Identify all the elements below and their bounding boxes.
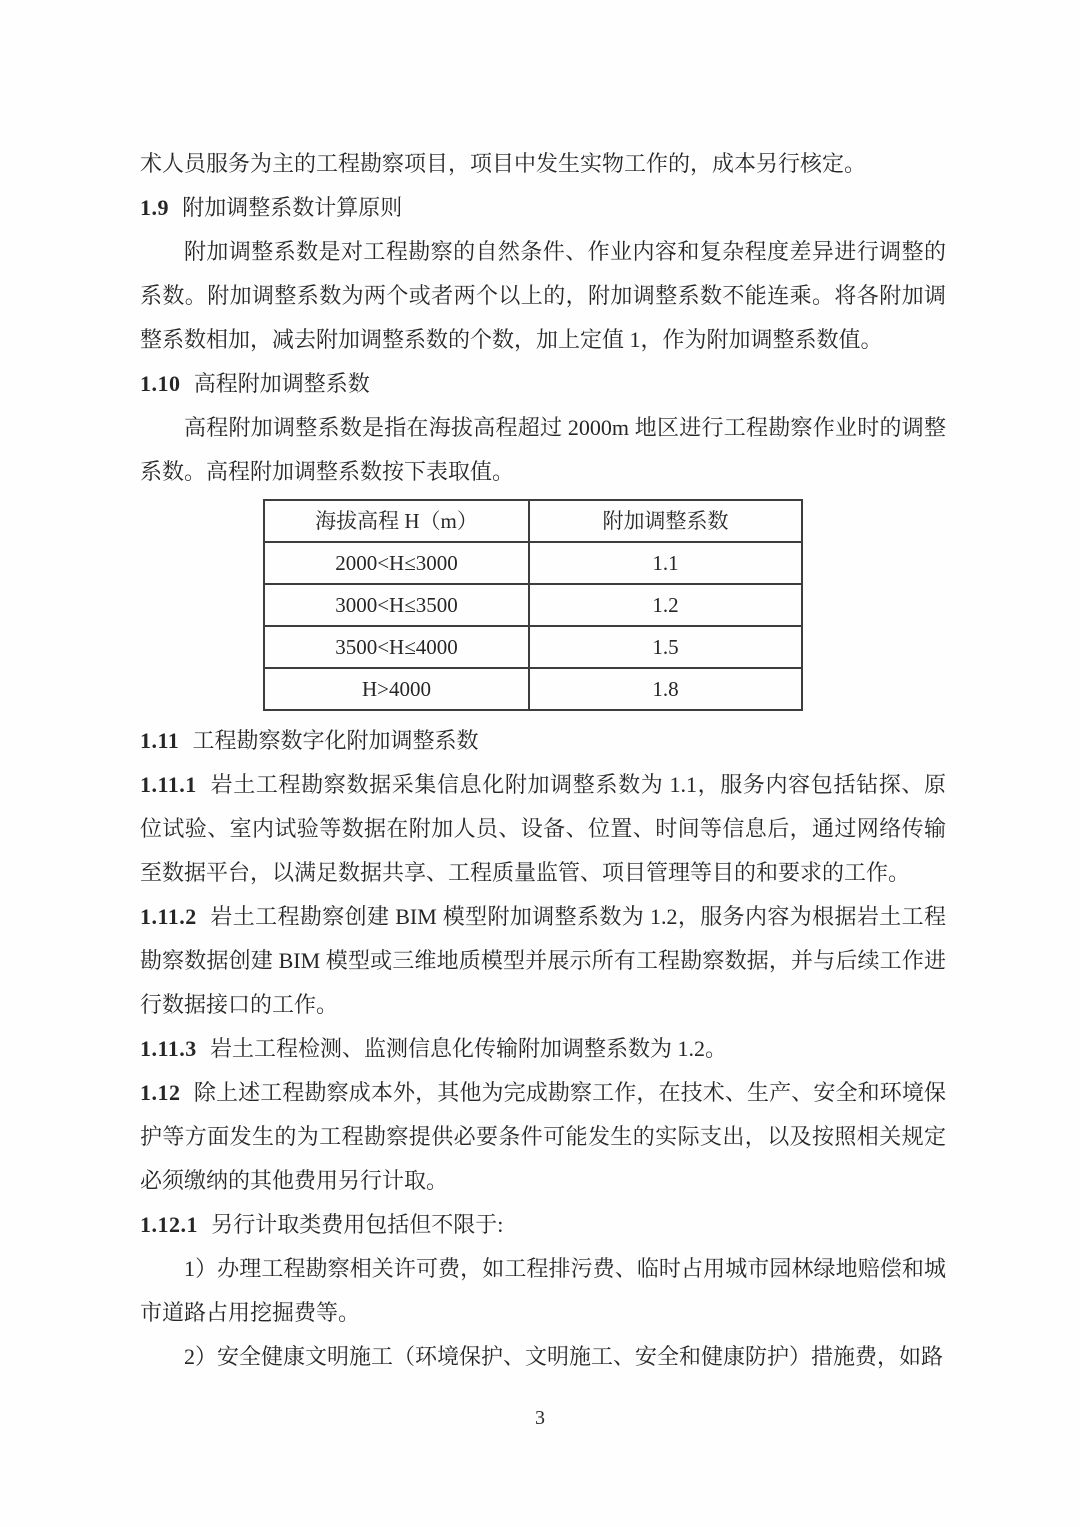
table-header-row — [264, 500, 802, 542]
table-cell-factor: 1.5 — [529, 626, 802, 668]
table-header-coefficient: 附加调整系数 — [529, 500, 802, 542]
paragraph-1-10-body: 高程附加调整系数是指在海拔高程超过 2000m 地区进行工程勘察作业时的调整系数。高程附加调整系数按下表取值。 — [140, 415, 946, 484]
lead-paragraph: 术人员服务为主的工程勘察项目，项目中发生实物工作的，成本另行核定。 — [140, 151, 867, 176]
clause-1-12-text: 除上述工程勘察成本外，其他为完成勘察工作，在技术、生产、安全和环境保护等方面发生的为工程勘察提供必要条件可能发生的实际支出，以及按照相关规定必须缴纳的其他费用另行计取。 — [140, 1080, 946, 1193]
clause-1-11-3-number: 1.11.3 — [140, 1036, 197, 1061]
heading-1-10 — [140, 362, 946, 406]
table-cell-range: 2000<H≤3000 — [264, 542, 529, 584]
table-cell-range: 3000<H≤3500 — [264, 584, 529, 626]
page-footer — [0, 1406, 1080, 1430]
table-row — [264, 626, 802, 668]
table-cell-factor: 1.2 — [529, 584, 802, 626]
clause-1-11-3-text: 岩土工程检测、监测信息化传输附加调整系数为 1.2。 — [209, 1036, 727, 1061]
clause-1-11-3 — [140, 1027, 946, 1071]
elevation-coefficient-table — [263, 499, 803, 711]
heading-1-10-number: 1.10 — [140, 371, 181, 396]
heading-1-11 — [140, 719, 946, 763]
table-header-elevation: 海拔高程 H（m） — [264, 500, 529, 542]
heading-1-11-number: 1.11 — [140, 728, 180, 753]
clause-1-12-1-text: 另行计取类费用包括但不限于: — [211, 1212, 504, 1237]
clause-1-11-1-number: 1.11.1 — [140, 772, 197, 797]
heading-1-9-title: 附加调整系数计算原则 — [182, 195, 403, 220]
table-row — [264, 584, 802, 626]
table-cell-factor: 1.1 — [529, 542, 802, 584]
heading-1-11-title: 工程勘察数字化附加调整系数 — [192, 728, 479, 753]
clause-1-11-2 — [140, 895, 946, 1027]
clause-1-11-2-text: 岩土工程勘察创建 BIM 模型附加调整系数为 1.2，服务内容为根据岩土工程勘察数据创建 BIM 模型或三维地质模型并展示所有工程勘察数据，并与后续工作进行数据接口的工作。 — [140, 904, 946, 1017]
table-row — [264, 542, 802, 584]
clause-1-11-2-number: 1.11.2 — [140, 904, 197, 929]
clause-1-12 — [140, 1071, 946, 1203]
clause-1-12-1-number: 1.12.1 — [140, 1212, 198, 1237]
table-row — [264, 668, 802, 710]
table-cell-range: 3500<H≤4000 — [264, 626, 529, 668]
table-cell-range: H>4000 — [264, 668, 529, 710]
page-number: 3 — [535, 1407, 545, 1429]
clause-1-12-number: 1.12 — [140, 1080, 181, 1105]
heading-1-9 — [140, 186, 946, 230]
clause-1-11-1 — [140, 763, 946, 895]
list-item-2: 2）安全健康文明施工（环境保护、文明施工、安全和健康防护）措施费，如路 — [184, 1344, 944, 1369]
clause-1-12-1 — [140, 1203, 946, 1247]
paragraph-1-9-body: 附加调整系数是对工程勘察的自然条件、作业内容和复杂程度差异进行调整的系数。附加调整系数为两个或者两个以上的，附加调整系数不能连乘。将各附加调整系数相加，减去附加调整系数的个数，加上定值 1，作为附加调整系数值。 — [140, 239, 946, 352]
clause-1-11-1-text: 岩土工程勘察数据采集信息化附加调整系数为 1.1，服务内容包括钻探、原位试验、室内试验等数据在附加人员、设备、位置、时间等信息后，通过网络传输至数据平台，以满足数据共享、工程质量监管、项目管理等目的和要求的工作。 — [140, 772, 946, 885]
list-item-1: 1）办理工程勘察相关许可费，如工程排污费、临时占用城市园林绿地赔偿和城市道路占用挖掘费等。 — [140, 1256, 946, 1325]
heading-1-10-title: 高程附加调整系数 — [193, 371, 370, 396]
heading-1-9-number: 1.9 — [140, 195, 169, 220]
table-cell-factor: 1.8 — [529, 668, 802, 710]
